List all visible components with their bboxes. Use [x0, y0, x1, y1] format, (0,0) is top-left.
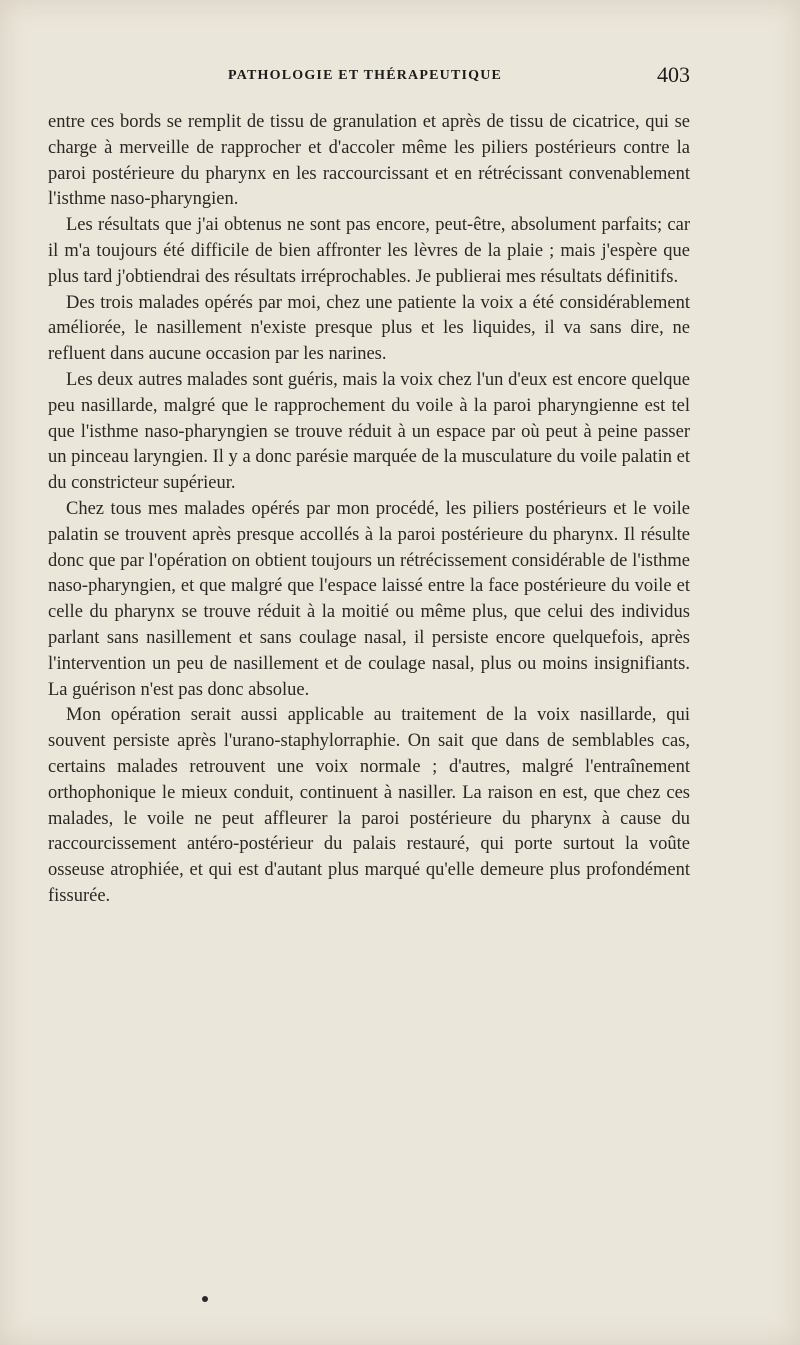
paragraph: Les deux autres malades sont guéris, mais la voix chez l'un d'eux est encore quelque peu nasillarde, malgré que le rapprochement du voile à la paroi pharyngienne est tel que l'isthme naso-pharyngien se trouve réduit à un espace par où peut à peine passer un pinceau laryngien. Il y a donc parésie marquée de la musculature du voile palatin et du constricteur supérieur.	[48, 369, 690, 494]
paragraph: Les résultats que j'ai obtenus ne sont pas encore, peut-être, absolument parfaits; car il m'a toujours été difficile de bien affronter les lèvres de la plaie ; mais j'espère que plus tard j'obtiendrai des résultats irréprochables. Je publierai mes résultats définitifs.	[48, 215, 690, 287]
paragraph: Des trois malades opérés par moi, chez une patiente la voix a été considérablement améliorée, le nasillement n'existe presque plus et les liquides, il va sans dire, ne refluent dans aucune occasion par les narines.	[48, 292, 690, 365]
paragraph: entre ces bords se remplit de tissu de granulation et après de tissu de cicatrice, qui se charge à merveille de rapprocher et d'accoler même les piliers postérieurs contre la paroi postérieure du pharynx en les raccourcissant et en rétrécissant convenablement l'isthme naso-pharyngien.	[48, 112, 690, 210]
running-header	[48, 62, 690, 90]
paragraph: Chez tous mes malades opérés par mon procédé, les piliers postérieurs et le voile palatin se trouvent après presque accollés à la paroi postérieure du pharynx. Il résulte donc que par l'opération on obtient toujours un rétrécissement considérable de l'isthme naso-pharyngien, et que malgré que l'espace laissé entre la face postérieure du voile et celle du pharynx se trouve réduit à la moitié ou même plus, que celui des individus parlant sans nasillement et sans coulage nasal, il persiste encore quelquefois, après l'intervention un peu de nasillement et de coulage nasal, plus ou moins insignifiants. La guérison n'est pas donc absolue.	[48, 498, 690, 700]
page-number: 403	[657, 62, 690, 87]
running-title: PATHOLOGIE ET THÉRAPEUTIQUE	[228, 68, 503, 83]
paragraph: Mon opération serait aussi applicable au traitement de la voix nasillarde, qui souvent persiste après l'urano-staphylorraphie. On sait que dans de semblables cas, certains malades retrouvent une voix normale ; d'autres, malgré l'entraînement orthophonique le mieux conduit, continuent à nasiller. La raison en est, que chez ces malades, le voile ne peut affleurer la paroi postérieure du pharynx à cause du raccourcissement antéro-postérieur du palais restauré, qui porte surtout la voûte osseuse atrophiée, et qui est d'autant plus marqué qu'elle demeure plus profondément fissurée.	[48, 705, 690, 906]
ink-dot	[202, 1296, 208, 1302]
body-text	[48, 110, 690, 910]
